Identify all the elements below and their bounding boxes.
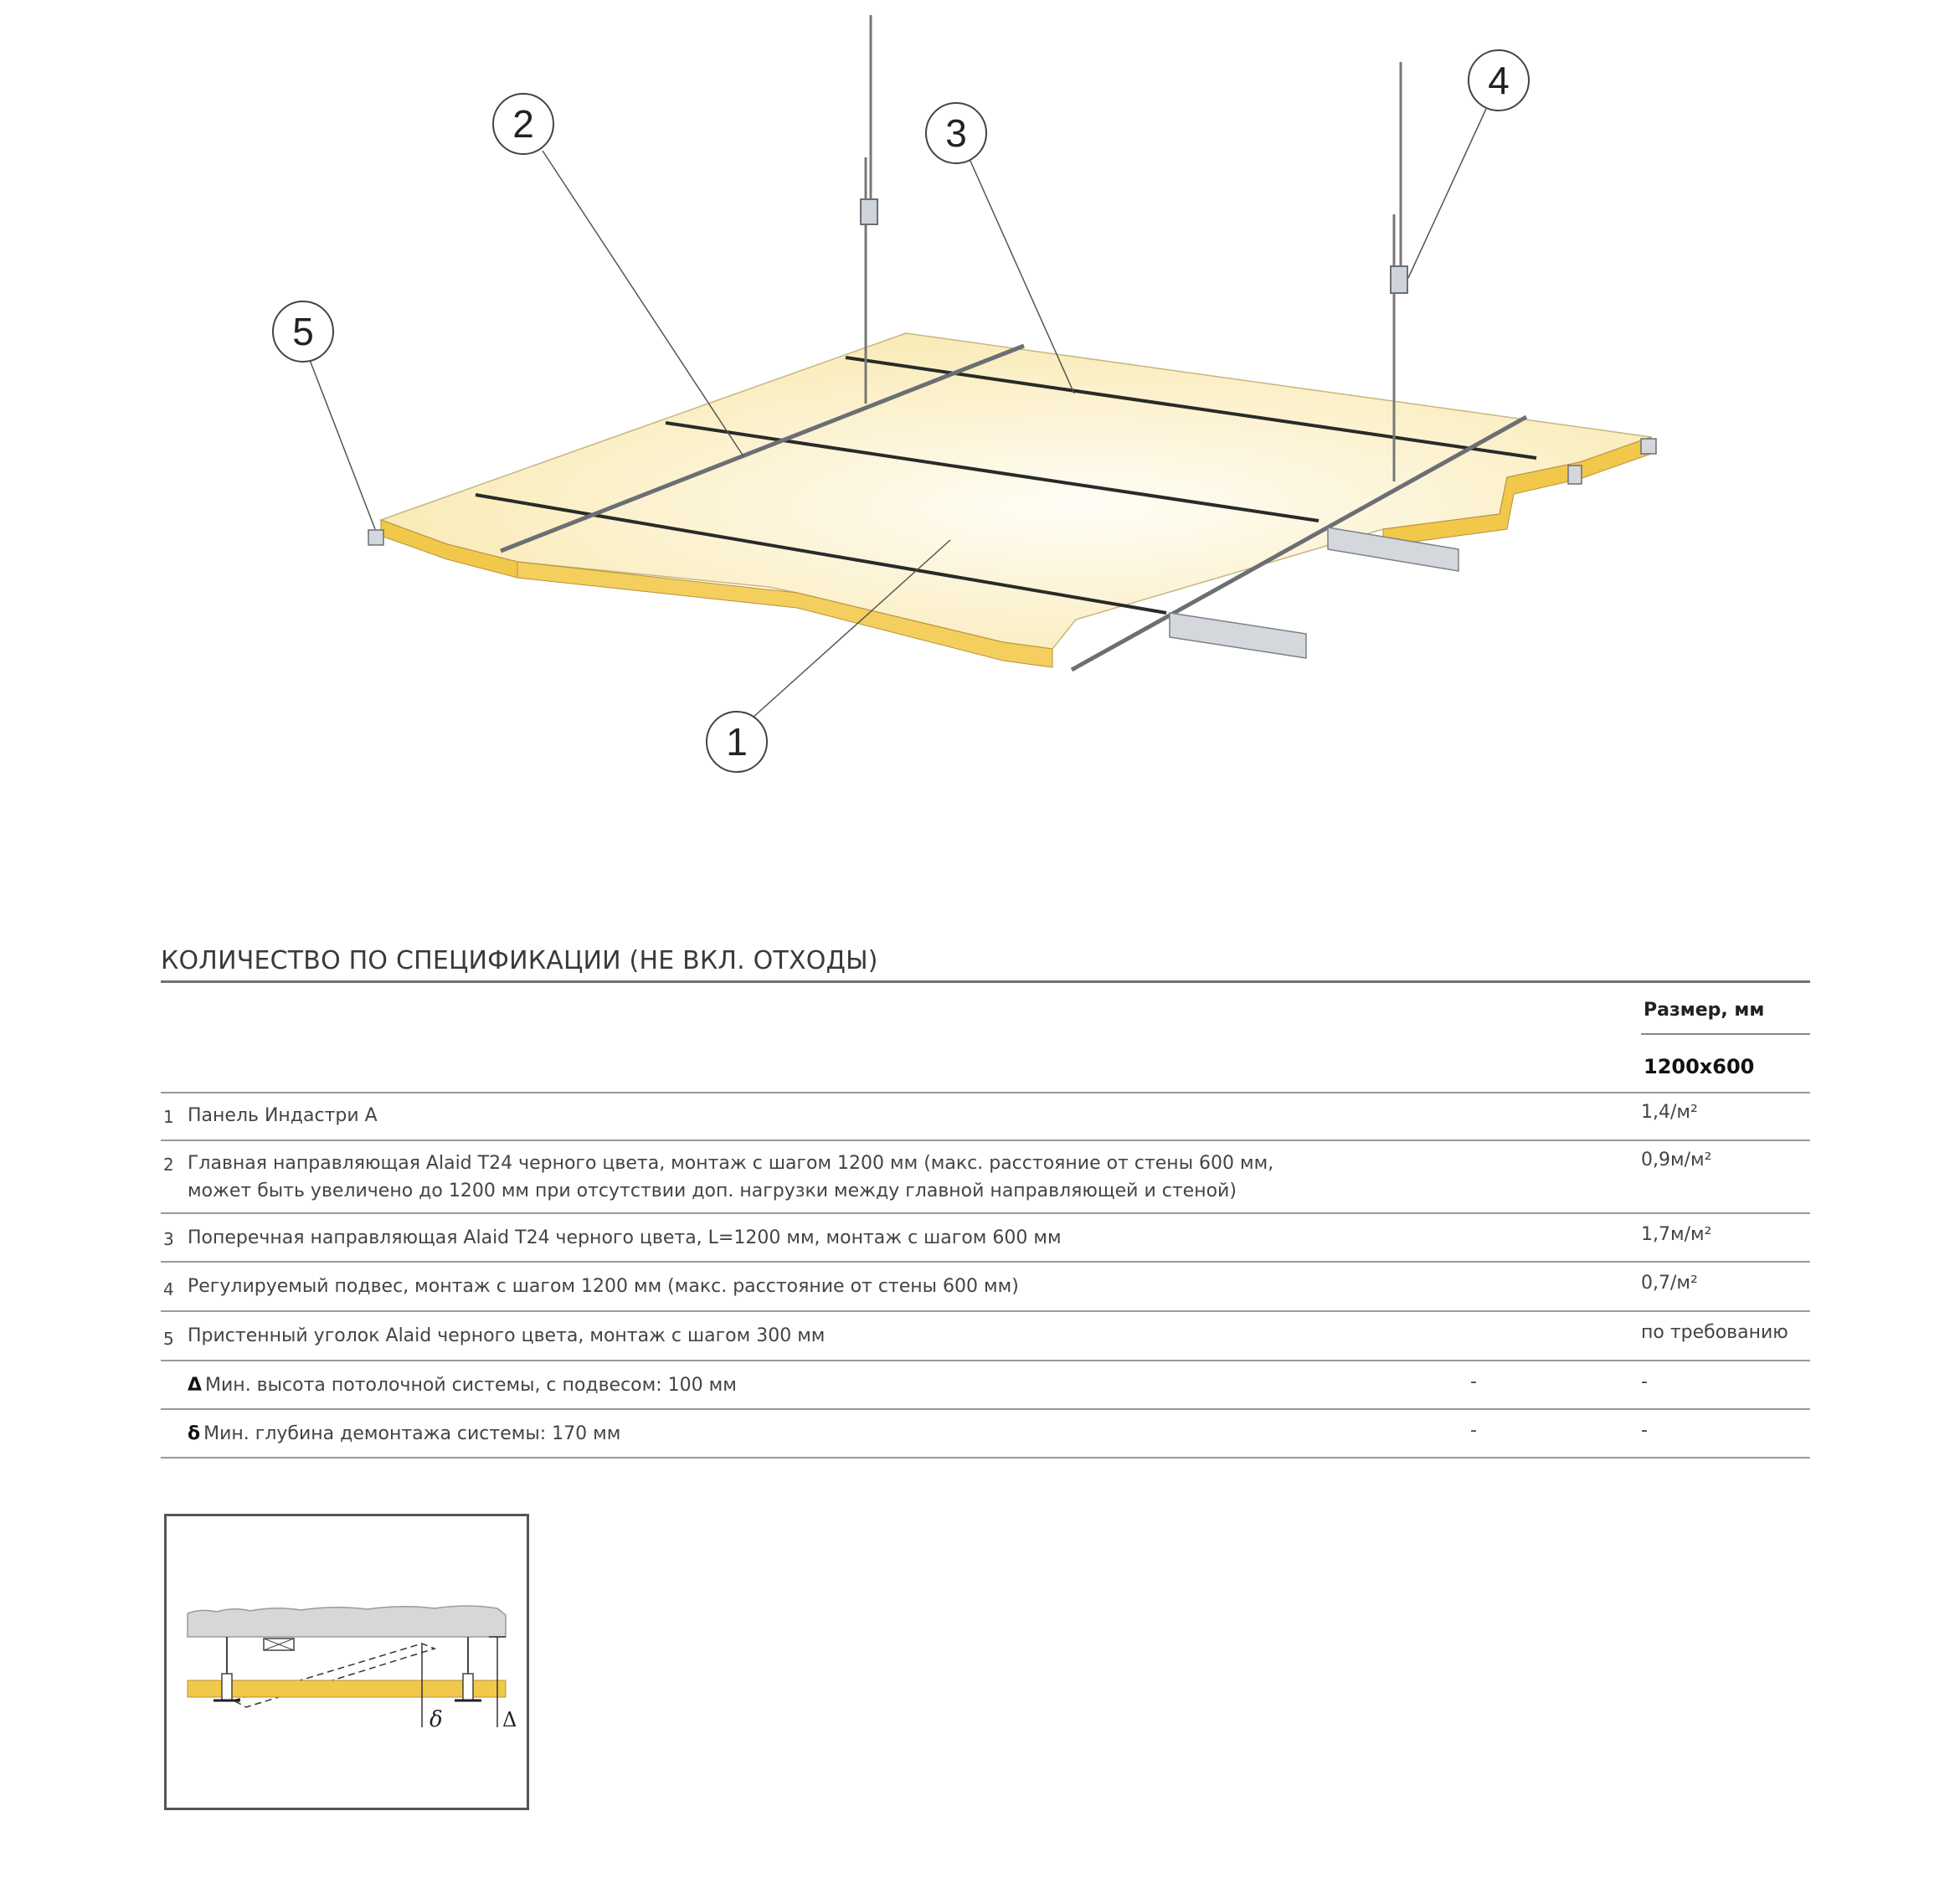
row-description-line-2: может быть увеличено до 1200 мм при отсутствии доп. нагрузки между главной направляющей и стеной) [188, 1181, 1237, 1201]
row-description-text: Мин. высота потолочной системы, с подвесом: 100 мм [205, 1375, 737, 1396]
section-detail-drawing [167, 1516, 527, 1808]
wall-angle-left [368, 530, 383, 545]
row-value: 1,7м/м² [1641, 1224, 1712, 1245]
ceiling-panel-section [188, 1680, 506, 1697]
row-description [188, 1420, 620, 1448]
table-row [161, 1214, 1810, 1263]
leader-line-4 [1408, 109, 1486, 278]
row-number: 4 [163, 1279, 174, 1299]
row-value: 1,4/м² [1641, 1102, 1698, 1123]
callout-3-label: 3 [945, 111, 967, 155]
ceiling-isometric-diagram [0, 0, 1960, 837]
size-value: 1200x600 [1644, 1055, 1755, 1078]
leader-line-2 [543, 151, 743, 456]
callout-5 [273, 301, 333, 362]
spec-header-row [161, 983, 1810, 1033]
row-value: по требованию [1641, 1322, 1788, 1343]
ceiling-panel-surface [381, 333, 1651, 649]
row-description-text: Мин. глубина демонтажа системы: 170 мм [203, 1423, 621, 1444]
row-value: - [1641, 1420, 1648, 1441]
table-row [161, 1361, 1810, 1410]
concrete-slab [188, 1606, 506, 1637]
callout-2-label: 2 [512, 102, 534, 146]
table-row [161, 1410, 1810, 1459]
wall-angle-right-lower [1568, 466, 1582, 484]
row-description: Пристенный уголок Alaid черного цвета, монтаж с шагом 300 мм [188, 1325, 826, 1346]
row-number: 5 [163, 1329, 174, 1349]
callout-1 [707, 712, 767, 772]
delta-symbol: Δ [188, 1375, 203, 1396]
runner-profile-front [1170, 613, 1306, 658]
small-delta-symbol: δ [188, 1423, 201, 1444]
table-row [161, 1312, 1810, 1361]
size-column-header: Размер, мм [1644, 1000, 1765, 1021]
wall-angle-right [1641, 439, 1656, 454]
hanger-clip-left [861, 199, 877, 224]
table-row [161, 1141, 1810, 1214]
callout-3 [926, 103, 986, 163]
small-delta-label: δ [430, 1707, 443, 1732]
leader-line-5 [310, 360, 375, 529]
tilted-panel-outline [234, 1644, 435, 1707]
callout-5-label: 5 [292, 310, 314, 353]
row-value: - [1641, 1371, 1648, 1392]
big-delta-label: Δ [502, 1708, 517, 1731]
row-value: 0,9м/м² [1641, 1150, 1712, 1170]
hanger-clip-right [1391, 266, 1407, 293]
row-number: 3 [163, 1229, 174, 1249]
callout-2 [493, 94, 553, 154]
callout-4-label: 4 [1488, 59, 1510, 102]
row-dash: - [1470, 1420, 1477, 1441]
specification-table [161, 946, 1810, 1459]
row-description: Поперечная направляющая Alaid T24 черного цвета, L=1200 мм, монтаж с шагом 600 мм [188, 1227, 1062, 1248]
table-row [161, 1263, 1810, 1312]
callout-1-label: 1 [726, 720, 748, 764]
row-description: Панель Индастри А [188, 1105, 378, 1126]
row-value: 0,7/м² [1641, 1273, 1698, 1294]
row-description [188, 1371, 737, 1399]
spec-title: КОЛИЧЕСТВО ПО СПЕЦИФИКАЦИИ (НЕ ВКЛ. ОТХОДЫ) [161, 946, 1810, 983]
row-description-line-1: Главная направляющая Alaid T24 черного цвета, монтаж с шагом 1200 мм (макс. расстояние от стены 600 мм, [188, 1153, 1274, 1174]
row-dash: - [1470, 1371, 1477, 1392]
spec-size-row [161, 1035, 1810, 1093]
row-number: 1 [163, 1107, 174, 1127]
row-description [188, 1150, 1273, 1205]
table-row [161, 1093, 1810, 1141]
callout-4 [1469, 50, 1529, 111]
row-description: Регулируемый подвес, монтаж с шагом 1200 мм (макс. расстояние от стены 600 мм) [188, 1276, 1019, 1297]
section-detail-box [164, 1514, 529, 1810]
row-number: 2 [163, 1155, 174, 1175]
